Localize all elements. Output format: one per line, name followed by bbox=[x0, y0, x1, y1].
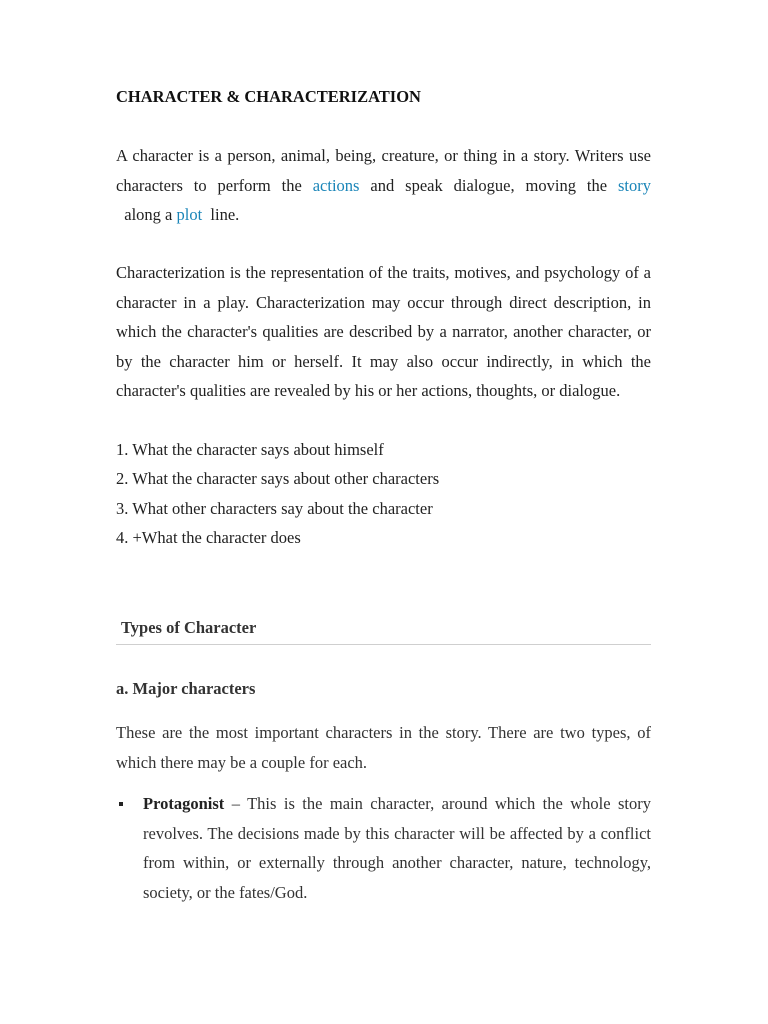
document-title: CHARACTER & CHARACTERIZATION bbox=[116, 87, 421, 106]
major-characters-heading: a. Major characters bbox=[116, 679, 256, 698]
story-link[interactable]: story bbox=[618, 175, 651, 195]
protagonist-definition: – This is the main character, around which the whole story revolves. The decisions made by this character will be affected by a conflict from within, or externally through another character, nature, technology, society, or the fates/God. bbox=[143, 794, 651, 902]
list-item: 1. What the character says about himself bbox=[116, 440, 384, 459]
characterization-paragraph: Characterization is the representation of the traits, motives, and psychology of a character in a play. Characterization may occur through direct description, in which the character's qualities are described by a narrator, another character, or by the character him or herself. It may also occur indirectly, in which the character's qualities are revealed by his or her actions, thoughts, or dialogue. bbox=[116, 263, 651, 400]
intro-text-2: and speak dialogue, moving the bbox=[359, 175, 618, 195]
protagonist-term: Protagonist bbox=[143, 794, 225, 813]
intro-text-1: A character is a person, animal, being, creature, or thing in a story. Writers use characters to perform the bbox=[116, 146, 651, 195]
plot-link[interactable]: plot bbox=[176, 205, 203, 224]
list-item: 4. +What the character does bbox=[116, 527, 301, 547]
intro-paragraph bbox=[116, 141, 651, 230]
actions-link[interactable]: actions bbox=[312, 175, 360, 195]
list-item: 3. What other characters say about the character bbox=[116, 498, 433, 518]
major-characters-description: These are the most important characters in the story. There are two types, of which there may be a couple for each. bbox=[116, 723, 651, 772]
list-item: 2. What the character says about other characters bbox=[116, 469, 440, 489]
characterization-methods-list bbox=[116, 435, 439, 552]
intro-text-3: along a bbox=[116, 205, 177, 224]
character-types-list bbox=[116, 789, 651, 907]
types-of-character-heading bbox=[116, 616, 651, 645]
protagonist-item bbox=[116, 789, 651, 907]
square-bullet-icon bbox=[119, 802, 123, 806]
types-heading-text: Types of Character bbox=[121, 618, 257, 637]
intro-text-4: line. bbox=[202, 205, 240, 224]
